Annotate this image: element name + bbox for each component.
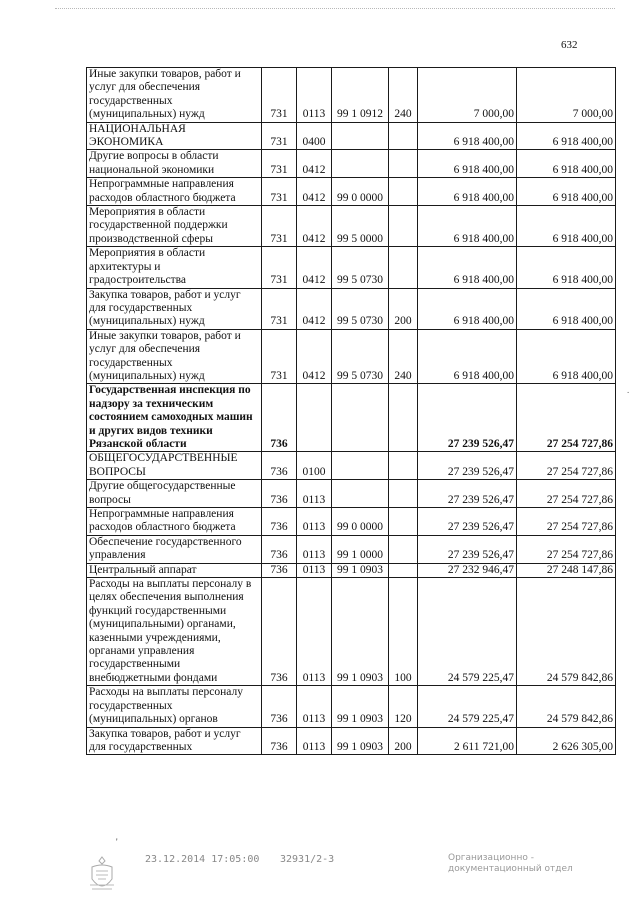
- row-grbs-code: 736: [262, 480, 297, 508]
- footer-timestamp: 23.12.2014 17:05:00: [145, 854, 260, 865]
- row-amount-year-1: 6 918 400,00: [418, 178, 517, 206]
- row-amount-year-2: 2 626 305,00: [517, 727, 616, 755]
- row-expense-type-code: 200: [389, 727, 418, 755]
- row-amount-year-1: 27 239 526,47: [418, 452, 517, 480]
- scan-mark: ': [116, 837, 118, 847]
- row-section-code: 0100: [297, 452, 332, 480]
- row-name: Мероприятия в области архитектуры и градостроительства: [87, 247, 262, 288]
- row-amount-year-1: 27 239 526,47: [418, 480, 517, 508]
- row-name: Иные закупки товаров, работ и услуг для обеспечения государственных (муниципальных) нужд: [87, 68, 262, 123]
- row-section-code: 0113: [297, 480, 332, 508]
- row-name: Закупка товаров, работ и услуг для государственных (муниципальных) нужд: [87, 288, 262, 329]
- row-expense-type-code: [389, 384, 418, 452]
- row-grbs-code: 736: [262, 452, 297, 480]
- table-row: [87, 247, 616, 288]
- row-amount-year-2: 6 918 400,00: [517, 150, 616, 178]
- row-grbs-code: 736: [262, 686, 297, 727]
- footer-doc-number: 32931/2-3: [280, 854, 335, 865]
- row-target-item-code: [332, 452, 389, 480]
- scan-margin-mark: .: [627, 385, 630, 395]
- row-target-item-code: 99 5 0730: [332, 247, 389, 288]
- table-row: [87, 122, 616, 150]
- row-section-code: 0113: [297, 727, 332, 755]
- row-amount-year-2: 24 579 842,86: [517, 686, 616, 727]
- row-expense-type-code: 120: [389, 686, 418, 727]
- row-amount-year-1: 27 239 526,47: [418, 535, 517, 563]
- row-amount-year-1: 6 918 400,00: [418, 206, 517, 247]
- row-name: ОБЩЕГОСУДАРСТВЕННЫЕ ВОПРОСЫ: [87, 452, 262, 480]
- row-section-code: 0412: [297, 329, 332, 384]
- row-target-item-code: [332, 480, 389, 508]
- row-grbs-code: 731: [262, 329, 297, 384]
- stamp-line-2: документационный отдел: [448, 864, 573, 874]
- row-section-code: 0412: [297, 288, 332, 329]
- row-grbs-code: 731: [262, 150, 297, 178]
- row-target-item-code: 99 0 0000: [332, 508, 389, 536]
- page-number: 632: [561, 39, 578, 51]
- row-name: Непрограммные направления расходов областного бюджета: [87, 178, 262, 206]
- row-expense-type-code: [389, 122, 418, 150]
- row-section-code: 0113: [297, 508, 332, 536]
- row-target-item-code: 99 1 0903: [332, 727, 389, 755]
- row-amount-year-2: 6 918 400,00: [517, 247, 616, 288]
- row-amount-year-1: 27 239 526,47: [418, 508, 517, 536]
- row-amount-year-2: 27 254 727,86: [517, 508, 616, 536]
- row-target-item-code: 99 0 0000: [332, 178, 389, 206]
- row-name: Расходы на выплаты персоналу в целях обеспечения выполнения функций государственными (муниципальными) органами, казенными учреждениями, органами управления государственными внебюджетными фондами: [87, 578, 262, 686]
- budget-table-body: [87, 68, 616, 755]
- row-amount-year-2: 6 918 400,00: [517, 329, 616, 384]
- row-grbs-code: 731: [262, 122, 297, 150]
- row-target-item-code: [332, 150, 389, 178]
- row-expense-type-code: [389, 508, 418, 536]
- row-amount-year-1: 6 918 400,00: [418, 288, 517, 329]
- row-section-code: 0113: [297, 563, 332, 577]
- row-amount-year-2: 27 254 727,86: [517, 535, 616, 563]
- scan-top-border: [55, 8, 615, 10]
- row-target-item-code: [332, 384, 389, 452]
- row-amount-year-1: 6 918 400,00: [418, 150, 517, 178]
- table-row: [87, 563, 616, 577]
- row-amount-year-1: 6 918 400,00: [418, 122, 517, 150]
- row-expense-type-code: [389, 480, 418, 508]
- coat-of-arms-icon: [86, 855, 118, 895]
- row-amount-year-1: 24 579 225,47: [418, 686, 517, 727]
- row-section-code: 0400: [297, 122, 332, 150]
- row-section-code: 0412: [297, 178, 332, 206]
- table-row: [87, 150, 616, 178]
- table-row: [87, 508, 616, 536]
- row-amount-year-1: 27 239 526,47: [418, 384, 517, 452]
- row-expense-type-code: 100: [389, 578, 418, 686]
- table-row: [87, 727, 616, 755]
- row-amount-year-2: 6 918 400,00: [517, 178, 616, 206]
- table-row: [87, 535, 616, 563]
- row-section-code: 0412: [297, 206, 332, 247]
- table-row: [87, 68, 616, 123]
- row-grbs-code: 731: [262, 288, 297, 329]
- row-section-code: 0412: [297, 247, 332, 288]
- table-row: [87, 578, 616, 686]
- row-amount-year-2: 27 254 727,86: [517, 480, 616, 508]
- table-row: [87, 178, 616, 206]
- row-amount-year-2: 6 918 400,00: [517, 288, 616, 329]
- row-target-item-code: 99 5 0000: [332, 206, 389, 247]
- row-name: Другие общегосударственные вопросы: [87, 480, 262, 508]
- row-name: НАЦИОНАЛЬНАЯ ЭКОНОМИКА: [87, 122, 262, 150]
- row-amount-year-1: 6 918 400,00: [418, 247, 517, 288]
- table-row: [87, 288, 616, 329]
- row-expense-type-code: [389, 452, 418, 480]
- row-target-item-code: 99 1 0000: [332, 535, 389, 563]
- table-row: [87, 384, 616, 452]
- row-amount-year-2: 7 000,00: [517, 68, 616, 123]
- row-amount-year-1: 6 918 400,00: [418, 329, 517, 384]
- row-name: Государственная инспекция по надзору за техническим состоянием самоходных машин и других видов техники Рязанской области: [87, 384, 262, 452]
- row-amount-year-2: 27 254 727,86: [517, 452, 616, 480]
- table-row: [87, 480, 616, 508]
- row-name: Центральный аппарат: [87, 563, 262, 577]
- row-expense-type-code: 200: [389, 288, 418, 329]
- row-grbs-code: 731: [262, 247, 297, 288]
- row-grbs-code: 736: [262, 578, 297, 686]
- budget-table: [86, 67, 616, 755]
- row-expense-type-code: 240: [389, 329, 418, 384]
- table-row: [87, 329, 616, 384]
- row-expense-type-code: [389, 247, 418, 288]
- row-name: Закупка товаров, работ и услуг для государственных: [87, 727, 262, 755]
- row-grbs-code: 736: [262, 727, 297, 755]
- row-grbs-code: 736: [262, 508, 297, 536]
- row-grbs-code: 736: [262, 563, 297, 577]
- row-grbs-code: 736: [262, 535, 297, 563]
- stamp-line-1: Организационно -: [448, 853, 534, 863]
- row-amount-year-2: 6 918 400,00: [517, 206, 616, 247]
- row-name: Мероприятия в области государственной поддержки производственной сферы: [87, 206, 262, 247]
- table-row: [87, 686, 616, 727]
- row-grbs-code: 731: [262, 68, 297, 123]
- row-target-item-code: 99 1 0903: [332, 563, 389, 577]
- table-row: [87, 206, 616, 247]
- row-amount-year-1: 2 611 721,00: [418, 727, 517, 755]
- row-grbs-code: 731: [262, 178, 297, 206]
- row-expense-type-code: 240: [389, 68, 418, 123]
- department-stamp: [448, 853, 573, 875]
- row-amount-year-2: 24 579 842,86: [517, 578, 616, 686]
- row-expense-type-code: [389, 206, 418, 247]
- row-name: Непрограммные направления расходов областного бюджета: [87, 508, 262, 536]
- row-expense-type-code: [389, 150, 418, 178]
- row-section-code: 0113: [297, 686, 332, 727]
- row-amount-year-2: 27 254 727,86: [517, 384, 616, 452]
- row-expense-type-code: [389, 535, 418, 563]
- row-amount-year-2: 27 248 147,86: [517, 563, 616, 577]
- row-expense-type-code: [389, 563, 418, 577]
- row-amount-year-1: 27 232 946,47: [418, 563, 517, 577]
- row-amount-year-2: 6 918 400,00: [517, 122, 616, 150]
- row-grbs-code: 736: [262, 384, 297, 452]
- row-section-code: 0412: [297, 150, 332, 178]
- row-section-code: 0113: [297, 578, 332, 686]
- row-target-item-code: 99 5 0730: [332, 288, 389, 329]
- row-name: Расходы на выплаты персоналу государственных (муниципальных) органов: [87, 686, 262, 727]
- row-target-item-code: [332, 122, 389, 150]
- row-expense-type-code: [389, 178, 418, 206]
- row-target-item-code: 99 1 0903: [332, 686, 389, 727]
- row-section-code: 0113: [297, 535, 332, 563]
- row-name: Обеспечение государственного управления: [87, 535, 262, 563]
- row-amount-year-1: 24 579 225,47: [418, 578, 517, 686]
- row-section-code: 0113: [297, 68, 332, 123]
- table-row: [87, 452, 616, 480]
- row-name: Иные закупки товаров, работ и услуг для обеспечения государственных (муниципальных) нужд: [87, 329, 262, 384]
- row-target-item-code: 99 1 0903: [332, 578, 389, 686]
- row-target-item-code: 99 1 0912: [332, 68, 389, 123]
- row-amount-year-1: 7 000,00: [418, 68, 517, 123]
- row-name: Другие вопросы в области национальной экономики: [87, 150, 262, 178]
- row-grbs-code: 731: [262, 206, 297, 247]
- row-target-item-code: 99 5 0730: [332, 329, 389, 384]
- row-section-code: [297, 384, 332, 452]
